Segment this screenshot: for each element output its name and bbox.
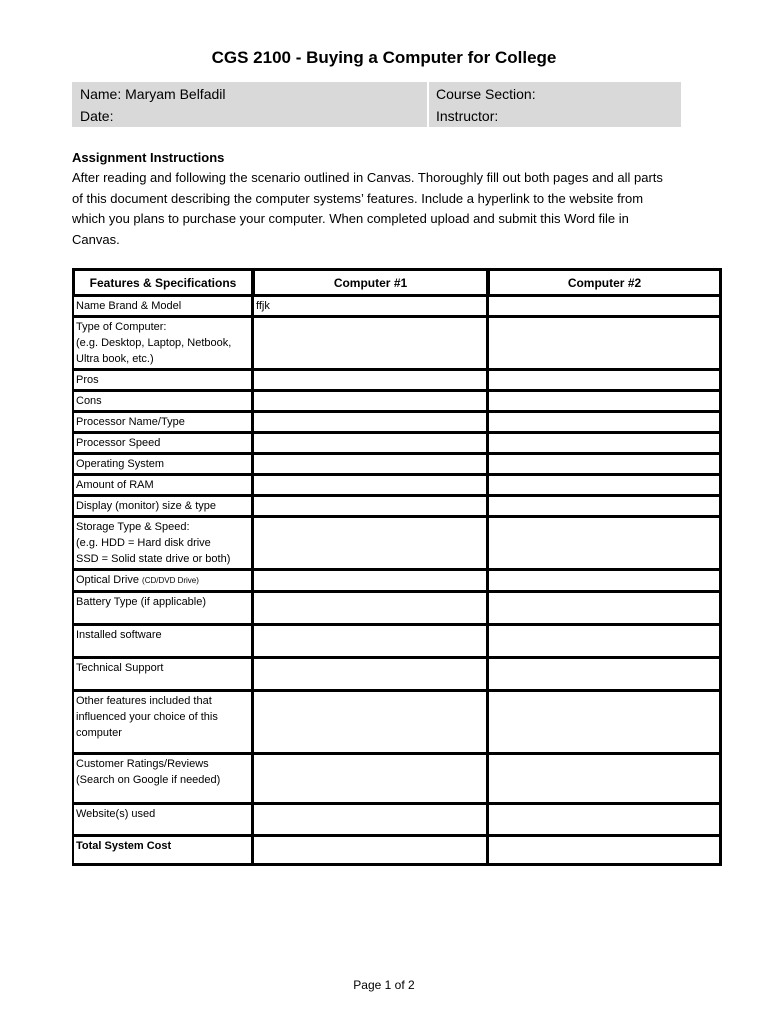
computer-2-cell[interactable] (488, 496, 721, 517)
feature-label: Technical Support (73, 658, 253, 691)
feature-label-line: Storage Type & Speed: (76, 521, 190, 533)
computer-1-cell[interactable] (253, 370, 488, 391)
feature-label: Name Brand & Model (73, 296, 253, 317)
computer-1-cell[interactable] (253, 391, 488, 412)
feature-label: Battery Type (if applicable) (73, 592, 253, 625)
computer-1-cell[interactable]: ffjk (253, 296, 488, 317)
computer-2-cell[interactable] (488, 412, 721, 433)
computer-2-cell[interactable] (488, 433, 721, 454)
table-row (73, 433, 721, 454)
student-info-box (72, 82, 681, 127)
column-header-features: Features & Specifications (73, 269, 253, 296)
table-row (73, 625, 721, 658)
computer-2-cell[interactable] (488, 836, 721, 865)
feature-label (73, 317, 253, 370)
computer-2-cell[interactable] (488, 391, 721, 412)
table-row (73, 475, 721, 496)
computer-2-cell[interactable] (488, 370, 721, 391)
name-field[interactable]: Name: Maryam Belfadil (80, 86, 226, 102)
feature-label-line: computer (76, 727, 122, 739)
feature-label-line: Type of Computer: (76, 321, 167, 333)
computer-2-cell[interactable] (488, 317, 721, 370)
column-header-computer-1: Computer #1 (253, 269, 488, 296)
computer-1-cell[interactable] (253, 658, 488, 691)
feature-label: Total System Cost (73, 836, 253, 865)
feature-label: Website(s) used (73, 804, 253, 836)
feature-label: Amount of RAM (73, 475, 253, 496)
feature-label-text: Optical Drive (76, 574, 139, 586)
table-row (73, 517, 721, 570)
table-row (73, 691, 721, 754)
computer-2-cell[interactable] (488, 475, 721, 496)
computer-2-cell[interactable] (488, 517, 721, 570)
table-row (73, 317, 721, 370)
table-row (73, 754, 721, 804)
feature-label-line: Customer Ratings/Reviews (76, 758, 209, 770)
computer-2-cell[interactable] (488, 691, 721, 754)
computer-2-cell[interactable] (488, 592, 721, 625)
computer-1-cell[interactable] (253, 412, 488, 433)
feature-label: Processor Speed (73, 433, 253, 454)
computer-2-cell[interactable] (488, 804, 721, 836)
computer-2-cell[interactable] (488, 570, 721, 592)
computer-1-cell[interactable] (253, 836, 488, 865)
feature-label-line: influenced your choice of this (76, 711, 218, 723)
feature-label: Pros (73, 370, 253, 391)
feature-label: Processor Name/Type (73, 412, 253, 433)
instructions-heading: Assignment Instructions (72, 150, 225, 165)
feature-label-line: SSD = Solid state drive or both) (76, 553, 231, 565)
table-row (73, 370, 721, 391)
feature-label-line: Other features included that (76, 695, 212, 707)
computer-2-cell[interactable] (488, 658, 721, 691)
instructions-body: After reading and following the scenario outlined in Canvas. Thoroughly fill out both pages and all parts of this document describing the computer systems’ features. Include a hyperlink to the website from which you plans to purchase your computer. When completed upload and submit this Word file in Canvas. (72, 170, 663, 247)
column-header-computer-2: Computer #2 (488, 269, 721, 296)
computer-1-cell[interactable] (253, 517, 488, 570)
computer-1-cell[interactable] (253, 625, 488, 658)
computer-1-cell[interactable] (253, 570, 488, 592)
table-row (73, 804, 721, 836)
computer-2-cell[interactable] (488, 454, 721, 475)
table-row (73, 496, 721, 517)
computer-1-cell[interactable] (253, 804, 488, 836)
feature-label (73, 517, 253, 570)
computer-1-cell[interactable] (253, 475, 488, 496)
table-row (73, 296, 721, 317)
feature-label: Installed software (73, 625, 253, 658)
feature-label (73, 754, 253, 804)
table-row (73, 570, 721, 592)
feature-label (73, 691, 253, 754)
feature-label-line: (e.g. HDD = Hard disk drive (76, 537, 211, 549)
table-row (73, 454, 721, 475)
table-header-row (73, 269, 721, 296)
table-row (73, 836, 721, 865)
info-divider (427, 82, 429, 127)
feature-label: Operating System (73, 454, 253, 475)
computer-1-cell[interactable] (253, 691, 488, 754)
computer-2-cell[interactable] (488, 296, 721, 317)
date-field[interactable]: Date: (80, 108, 114, 124)
computer-1-cell[interactable] (253, 592, 488, 625)
computer-1-cell[interactable] (253, 496, 488, 517)
feature-label-line: Ultra book, etc.) (76, 353, 154, 365)
instructor-field[interactable]: Instructor: (436, 108, 499, 124)
feature-label: Cons (73, 391, 253, 412)
table-row (73, 658, 721, 691)
feature-label-note: (CD/DVD Drive) (142, 576, 199, 585)
table-row (73, 391, 721, 412)
page-number: Page 1 of 2 (353, 978, 415, 992)
computer-1-cell[interactable] (253, 754, 488, 804)
course-section-field[interactable]: Course Section: (436, 86, 536, 102)
assignment-instructions (72, 148, 672, 250)
feature-label-line: (Search on Google if needed) (76, 774, 221, 786)
page-title: CGS 2100 - Buying a Computer for College (211, 48, 557, 67)
computer-2-cell[interactable] (488, 754, 721, 804)
feature-label: Display (monitor) size & type (73, 496, 253, 517)
computer-1-cell[interactable] (253, 433, 488, 454)
feature-label-line: (e.g. Desktop, Laptop, Netbook, (76, 337, 232, 349)
computer-2-cell[interactable] (488, 625, 721, 658)
computer-1-cell[interactable] (253, 317, 488, 370)
computer-1-cell[interactable] (253, 454, 488, 475)
table-row (73, 412, 721, 433)
feature-label (73, 570, 253, 592)
specifications-table (72, 268, 722, 866)
table-row (73, 592, 721, 625)
